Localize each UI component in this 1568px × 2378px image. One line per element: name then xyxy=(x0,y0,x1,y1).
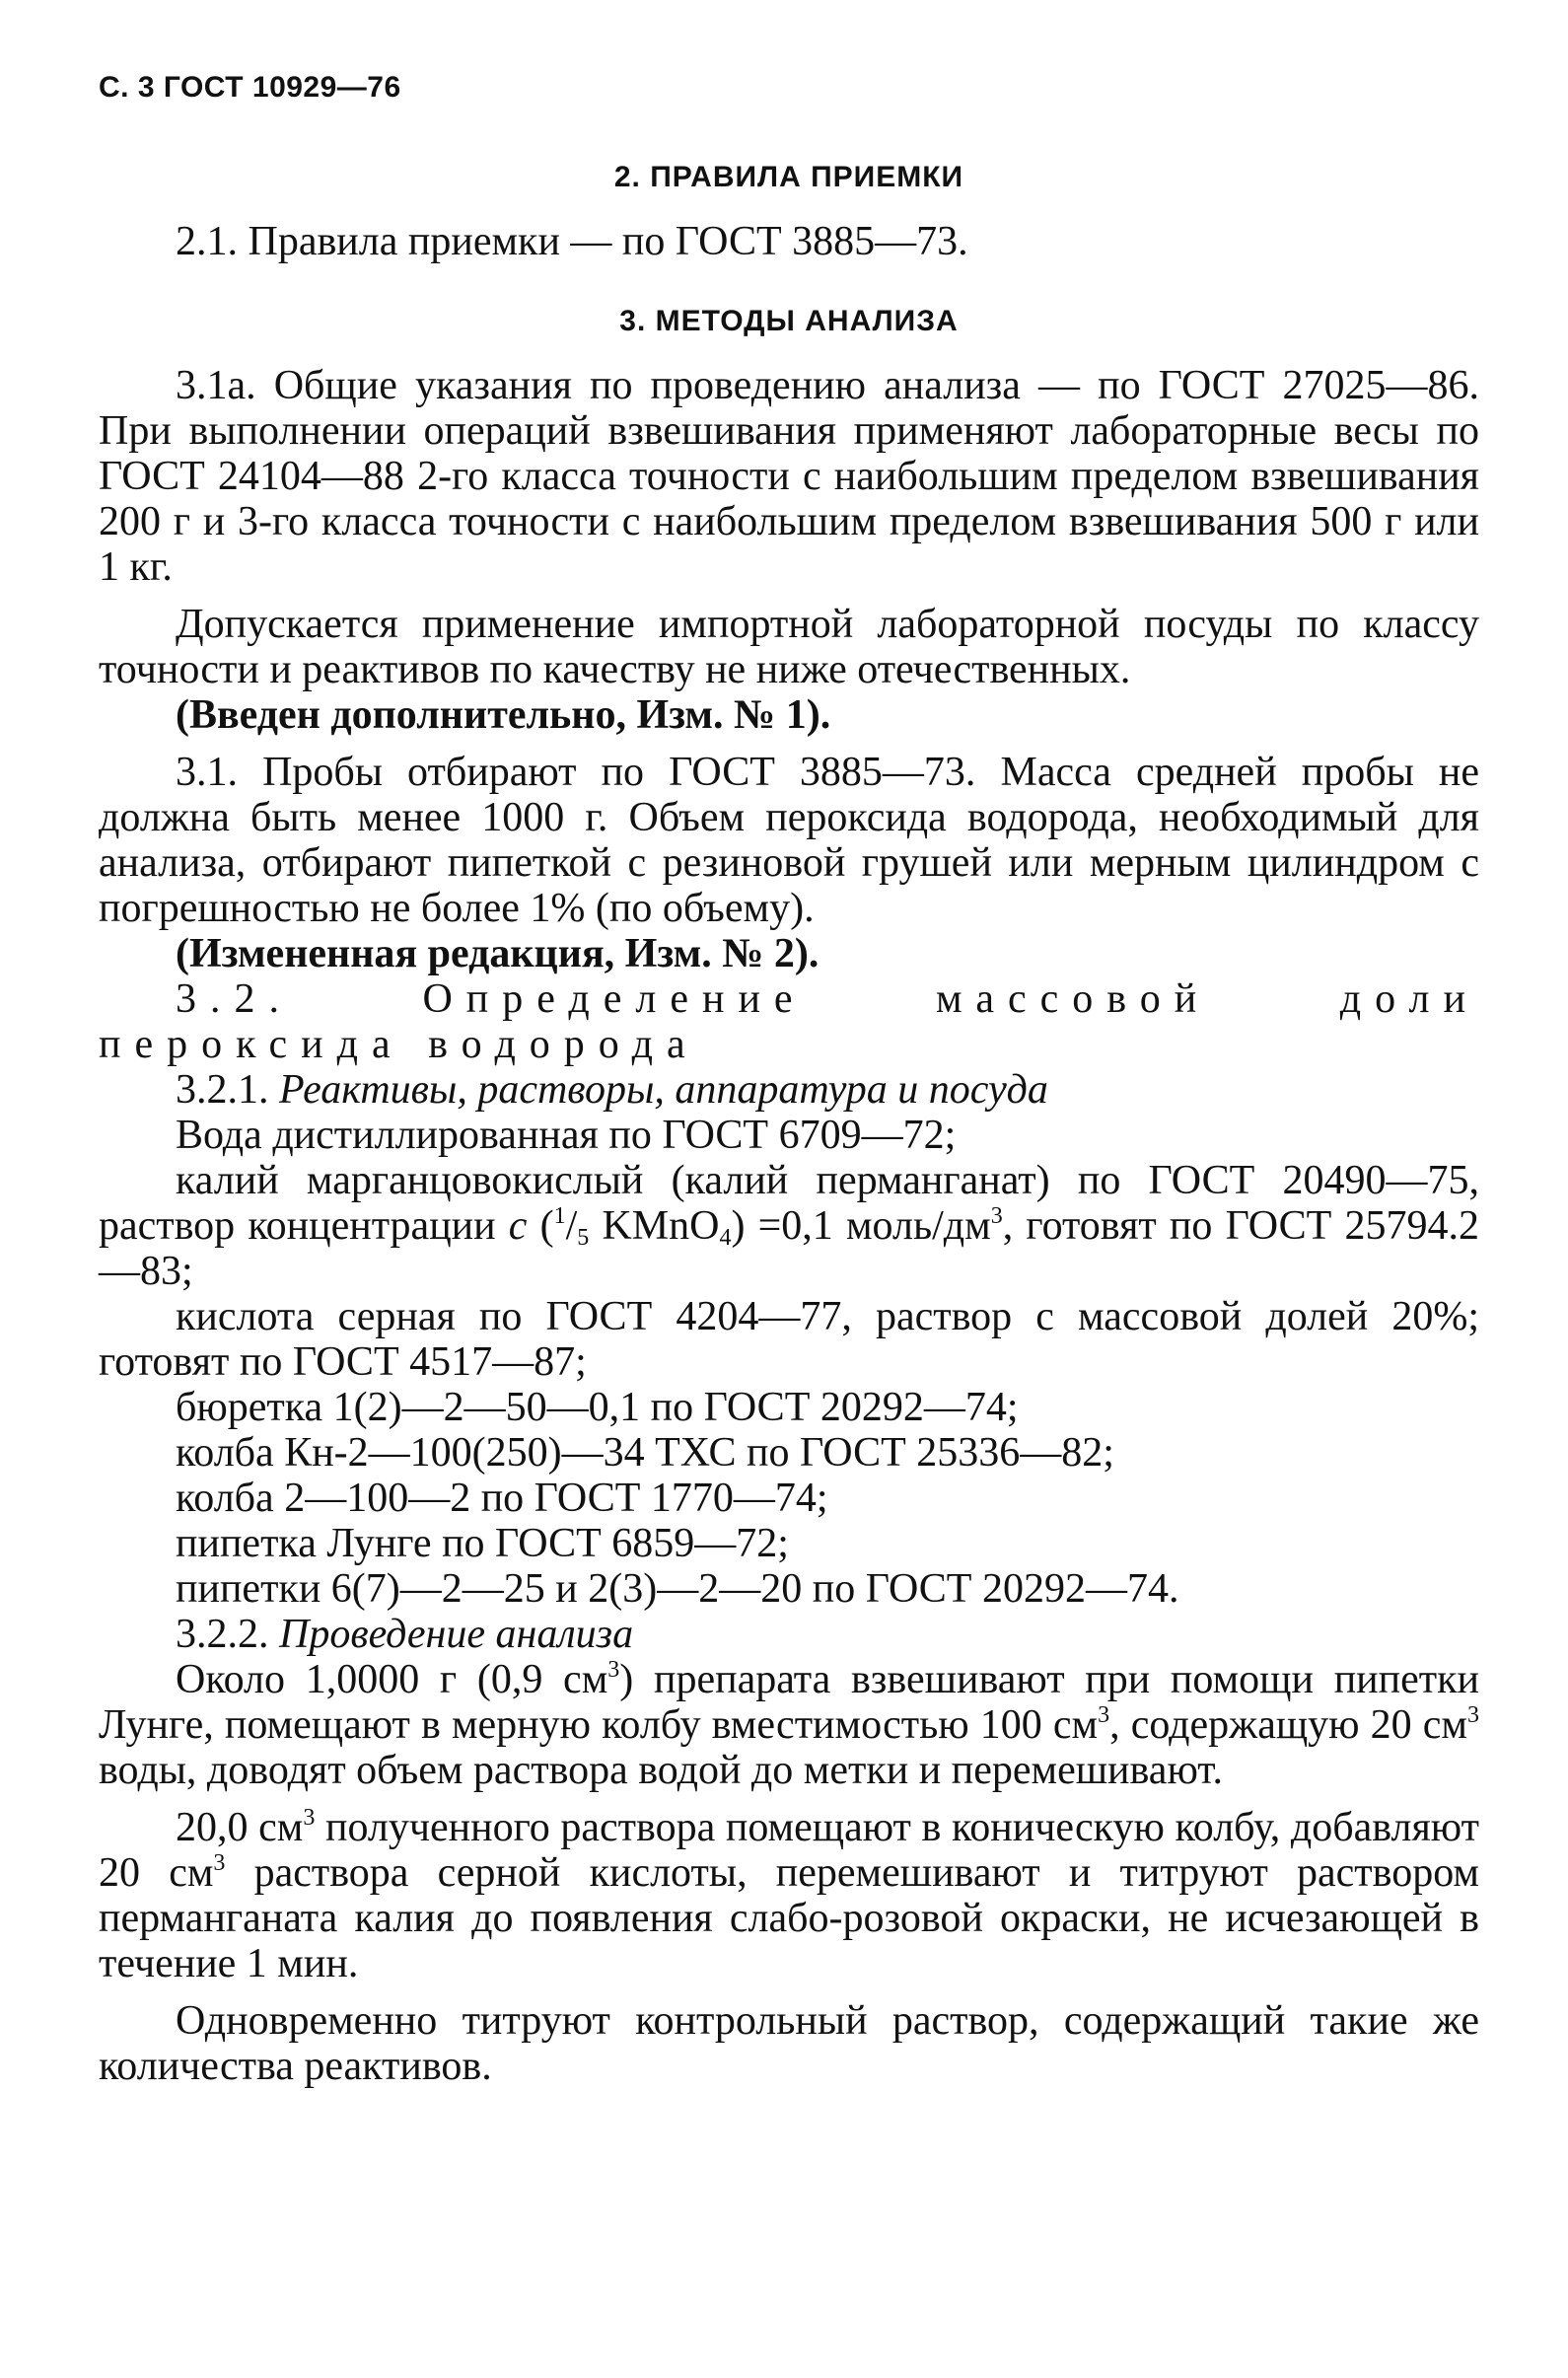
unit-superscript: 3 xyxy=(213,1850,226,1876)
analysis-text: воды, доводят объем раствора водой до метки и перемешивают. xyxy=(99,1748,1223,1793)
reagent-text: калий марганцовокислый (калий перманганат) по ГОСТ 20490—75, раствор концентрации xyxy=(99,1158,1479,1249)
clause-3-1: 3.1. Пробы отбирают по ГОСТ 3885—73. Масса средней пробы не должна быть менее 1000 г. Объем пероксида водорода, необходимый для анализа, отбирают пипеткой с резиновой грушей или мерным цилиндром с погрешностью не более 1% (по объему). xyxy=(99,750,1479,931)
analysis-text: , содержащую 20 см xyxy=(1109,1702,1467,1748)
fraction-numerator: 1 xyxy=(553,1203,566,1229)
analysis-text: раствора серной кислоты, перемешивают и титруют раствором перманганата калия до появления слабо-розовой окраски, не исчезающей в течение 1 мин. xyxy=(99,1850,1479,1986)
reagent-text: ( xyxy=(527,1203,554,1249)
analysis-text: полученного раствора помещают в коническую колбу, добавляют 20 см xyxy=(99,1805,1479,1896)
unit-superscript: 3 xyxy=(1467,1702,1479,1728)
concentration-symbol: с xyxy=(508,1203,528,1249)
running-head: С. 3 ГОСТ 10929—76 xyxy=(99,71,401,104)
clause-3-2-heading: 3.2. Определение массовой доли пероксида водорода xyxy=(99,976,1479,1067)
clause-number: 3.2.1. xyxy=(176,1067,279,1113)
analysis-step-3: Одновременно титруют контрольный раствор, содержащий такие же количества реактивов. xyxy=(99,1998,1479,2089)
clause-3-1a-paragraph-2: Допускается применение импортной лабораторной посуды по классу точности и реактивов по качеству не ниже отечественных. xyxy=(99,602,1479,692)
unit-superscript: 3 xyxy=(990,1203,1003,1229)
clause-title: Проведение анализа xyxy=(279,1612,634,1657)
reagent-permanganate: калий марганцовокислый (калий перманганат) по ГОСТ 20490—75, раствор концентрации с ($^1/_5$ KMnO$_4$) =0,1 моль/$дм^3$, готовят по ГОСТ 25794.2—83; xyxy=(99,1158,1479,1294)
reagent-text: , готовят по ГОСТ 25794.2—83; xyxy=(99,1203,1479,1294)
equipment-pipettes: пипетки 6(7)—2—25 и 2(3)—2—20 по ГОСТ 20292—74. xyxy=(176,1566,1179,1612)
unit-superscript: 3 xyxy=(303,1805,316,1831)
unit-superscript: 3 xyxy=(607,1657,620,1683)
clause-3-2-1-heading xyxy=(99,1067,1479,1113)
analysis-text: 20,0 см xyxy=(176,1805,304,1850)
reagent-text: ) =0,1 моль/дм xyxy=(731,1203,991,1249)
clause-title: Реактивы, растворы, аппаратура и посуда xyxy=(279,1067,1048,1113)
section-3-title: 3. МЕТОДЫ АНАЛИЗА xyxy=(619,305,959,337)
fraction-denominator: 5 xyxy=(577,1225,590,1251)
reagent-water: Вода дистиллированная по ГОСТ 6709—72; xyxy=(176,1113,957,1158)
page-content xyxy=(99,158,1479,2089)
clause-number: 3.2.2. xyxy=(176,1612,279,1657)
equipment-flask: колба 2—100—2 по ГОСТ 1770—74; xyxy=(176,1476,828,1521)
amendment-note-1: (Введен дополнительно, Изм. № 1). xyxy=(176,692,831,738)
analysis-step-2 xyxy=(99,1805,1479,1986)
clause-3-1a: 3.1а. Общие указания по проведению анализа — по ГОСТ 27025—86. При выполнении операций взвешивания применяют лабораторные весы по ГОСТ 24104—88 2-го класса точности с наибольшим пределом взвешивания 200 г и 3-го класса точности с наибольшим пределом взвешивания 500 г или 1 кг. xyxy=(99,363,1479,590)
analysis-step-1 xyxy=(99,1657,1479,1793)
reagent-sulfuric-acid: кислота серная по ГОСТ 4204—77, раствор с массовой долей 20%; готовят по ГОСТ 4517—87; xyxy=(99,1294,1479,1385)
formula-subscript: 4 xyxy=(719,1225,732,1251)
equipment-lunge-pipette: пипетка Лунге по ГОСТ 6859—72; xyxy=(176,1521,789,1566)
clause-3-2-2-heading xyxy=(99,1612,1479,1657)
equipment-flask-kn: колба Кн-2—100(250)—34 ТХС по ГОСТ 25336—82; xyxy=(176,1430,1114,1476)
unit-superscript: 3 xyxy=(1098,1702,1110,1728)
clause-2-1: 2.1. Правила приемки — по ГОСТ 3885—73. xyxy=(176,219,968,264)
analysis-text: ) препарата взвешивают при помощи пипетки Лунге, помещают в мерную колбу вместимостью 100 см xyxy=(99,1657,1479,1748)
amendment-note-2: (Измененная редакция, Изм. № 2). xyxy=(176,931,820,976)
equipment-burette: бюретка 1(2)—2—50—0,1 по ГОСТ 20292—74; xyxy=(176,1385,1019,1430)
section-2-title: 2. ПРАВИЛА ПРИЕМКИ xyxy=(613,161,964,193)
formula-text: KMnO xyxy=(589,1203,720,1249)
analysis-text: Около 1,0000 г (0,9 см xyxy=(176,1657,608,1702)
